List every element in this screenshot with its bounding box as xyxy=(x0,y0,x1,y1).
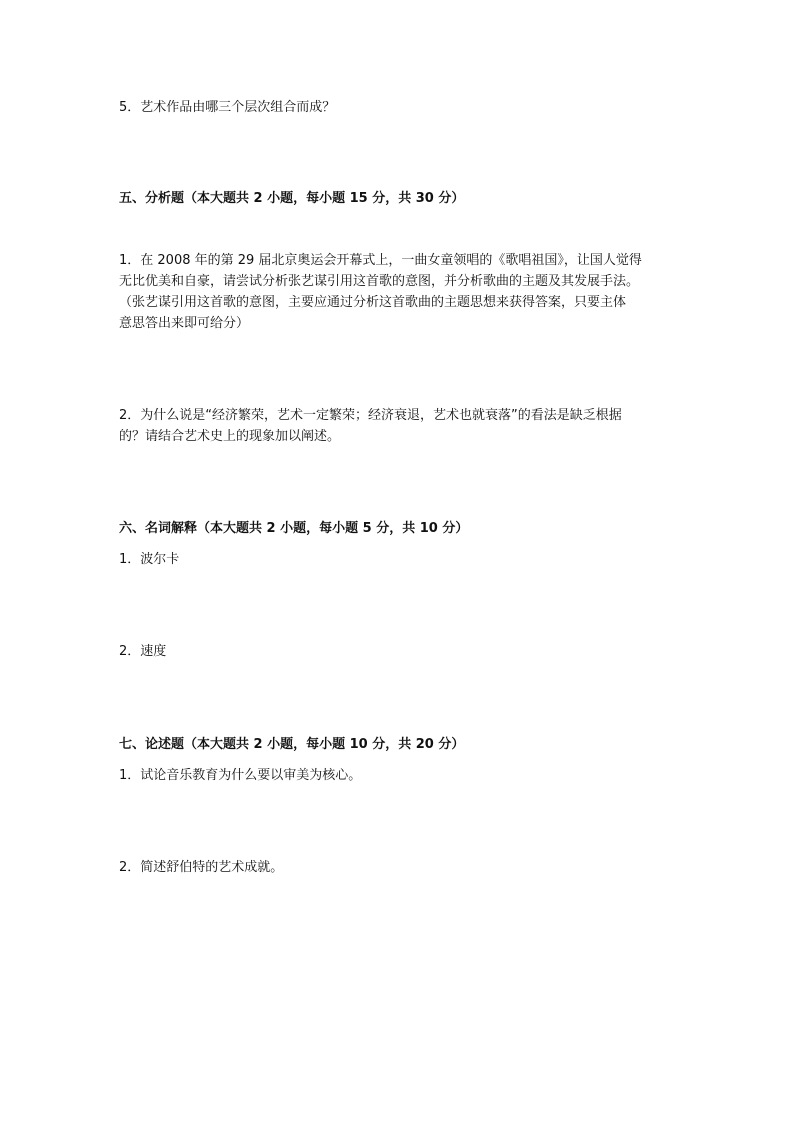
section-5-heading: 五、分析题（本大题共 2 小题，每小题 15 分，共 30 分） xyxy=(119,191,465,206)
question-5: 5．艺术作品由哪三个层次组合而成？ xyxy=(119,100,336,115)
section-5-question-2-line-1: 2．为什么说是“经济繁荣，艺术一定繁荣；经济衰退，艺术也就衰落”的看法是缺乏根据 xyxy=(119,408,622,423)
section-7-question-1: 1．试论音乐教育为什么要以审美为核心。 xyxy=(119,768,362,783)
section-7-question-2: 2．简述舒伯特的艺术成就。 xyxy=(119,860,284,875)
section-5-question-1-line-2: 无比优美和自豪，请尝试分析张艺谋引用这首歌的意图，并分析歌曲的主题及其发展手法。 xyxy=(119,274,640,289)
section-7-heading: 七、论述题（本大题共 2 小题，每小题 10 分，共 20 分） xyxy=(119,737,465,752)
section-6-heading: 六、名词解释（本大题共 2 小题，每小题 5 分，共 10 分） xyxy=(119,521,469,536)
section-5-question-1-line-1: 1．在 2008 年的第 29 届北京奥运会开幕式上，一曲女童领唱的《歌唱祖国》，让国人觉得 xyxy=(119,253,642,268)
section-6-question-2: 2．速度 xyxy=(119,644,167,659)
section-5-question-1-line-4: 意思答出来即可给分） xyxy=(119,316,250,331)
section-5-question-1-line-3: （张艺谋引用这首歌的意图，主要应通过分析这首歌曲的主题思想来获得答案，只要主体 xyxy=(119,295,627,310)
section-5-question-2-line-2: 的？请结合艺术史上的现象加以阐述。 xyxy=(119,429,341,444)
section-6-question-1: 1．波尔卡 xyxy=(119,552,180,567)
